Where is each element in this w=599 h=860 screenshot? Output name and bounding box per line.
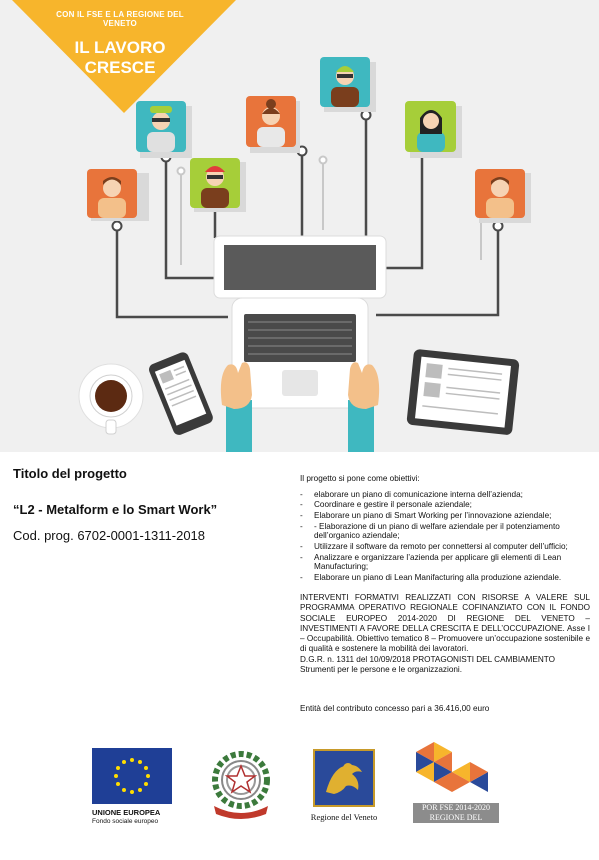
node-dot xyxy=(113,222,122,231)
por-fse-label xyxy=(413,803,499,832)
eu-flag-icon xyxy=(92,748,172,804)
list-item: - elaborare un piano di comunicazione interna dell’azienda; xyxy=(300,489,523,499)
funding-paragraph: INTERVENTI FORMATIVI REALIZZATI CON RISORSE A VALERE SUL PROGRAMMA OPERATIVO REGIONALE COFINANZIATO CON IL FONDO SOCIALE EUROPEO 2014-2020 DI REGIONE DEL VENETO – INVESTIMENTI A FAVORE DELLA CRESCITA E DELL’OCCUPAZIONE. Asse I – Occupabilità. Obiettivo tematico 8 – Promuovere un’occupazione sostenibile e di qualità e sostenere la mobilità dei lavoratori. xyxy=(300,593,590,654)
dgr-reference: D.G.R. n. 1311 del 10/09/2018 PROTAGONISTI DEL CAMBIAMENTO xyxy=(300,654,555,664)
tablet-icon xyxy=(406,349,519,436)
person-icon xyxy=(405,101,462,158)
contribution-amount: Entità del contributo concesso pari a 36.416,00 euro xyxy=(300,704,490,713)
por-fse-line2: REGIONE DEL VENETO xyxy=(429,813,483,832)
person-icon xyxy=(87,169,149,221)
hand-icon xyxy=(348,362,379,452)
list-item: - Analizzare e organizzare l’azienda per applicare gli elementi di Lean Manufacturing; xyxy=(300,552,562,572)
hand-icon xyxy=(221,362,252,452)
project-title-label: Titolo del progetto xyxy=(13,466,127,481)
por-fse-logo-icon xyxy=(408,742,498,800)
eu-fund-label: Fondo sociale europeo xyxy=(92,818,159,825)
eu-label: UNIONE EUROPEA xyxy=(92,808,161,817)
phone-icon xyxy=(147,351,214,437)
person-icon xyxy=(475,169,531,223)
veneto-lion-icon xyxy=(312,748,376,810)
por-fse-line1: POR FSE 2014-2020 xyxy=(421,803,490,812)
person-icon xyxy=(246,96,300,153)
list-item: - Elaborare un piano di Lean Manifacturing alla produzione aziendale. xyxy=(300,573,562,583)
project-code: Cod. prog. 6702-0001-1311-2018 xyxy=(13,528,206,543)
coffee-cup-icon xyxy=(79,364,143,434)
banner-subtitle: CON IL FSE E LA REGIONE DEL VENETO xyxy=(56,10,184,28)
veneto-label: Regione del Veneto xyxy=(310,812,378,822)
funding-tagline: Strumenti per le persone e le organizzazioni. xyxy=(300,664,463,674)
list-item: - Coordinare e gestire il personale aziendale; xyxy=(300,500,472,510)
objectives-intro: Il progetto si pone come obiettivi: xyxy=(300,474,420,483)
list-item: - Elaborare un piano di Smart Working per l’innovazione aziendale; xyxy=(300,511,552,521)
person-icon xyxy=(190,158,246,212)
project-name: “L2 - Metalform e lo Smart Work” xyxy=(13,502,218,517)
banner-title-line1: IL LAVORO xyxy=(74,38,166,57)
funding-statement xyxy=(300,593,590,675)
italian-republic-emblem-icon xyxy=(206,746,276,824)
banner-title-line2: CRESCE xyxy=(84,58,156,77)
list-item: - - Elaborazione di un piano di welfare aziendale per il potenziamento dell’organico aziendale; xyxy=(300,521,560,541)
person-icon xyxy=(320,57,376,112)
list-item: - Utilizzare il software da remoto per connettersi al computer dell’ufficio; xyxy=(300,542,568,552)
objectives-list xyxy=(300,490,590,583)
objectives-section xyxy=(300,474,590,584)
person-icon xyxy=(136,101,192,158)
